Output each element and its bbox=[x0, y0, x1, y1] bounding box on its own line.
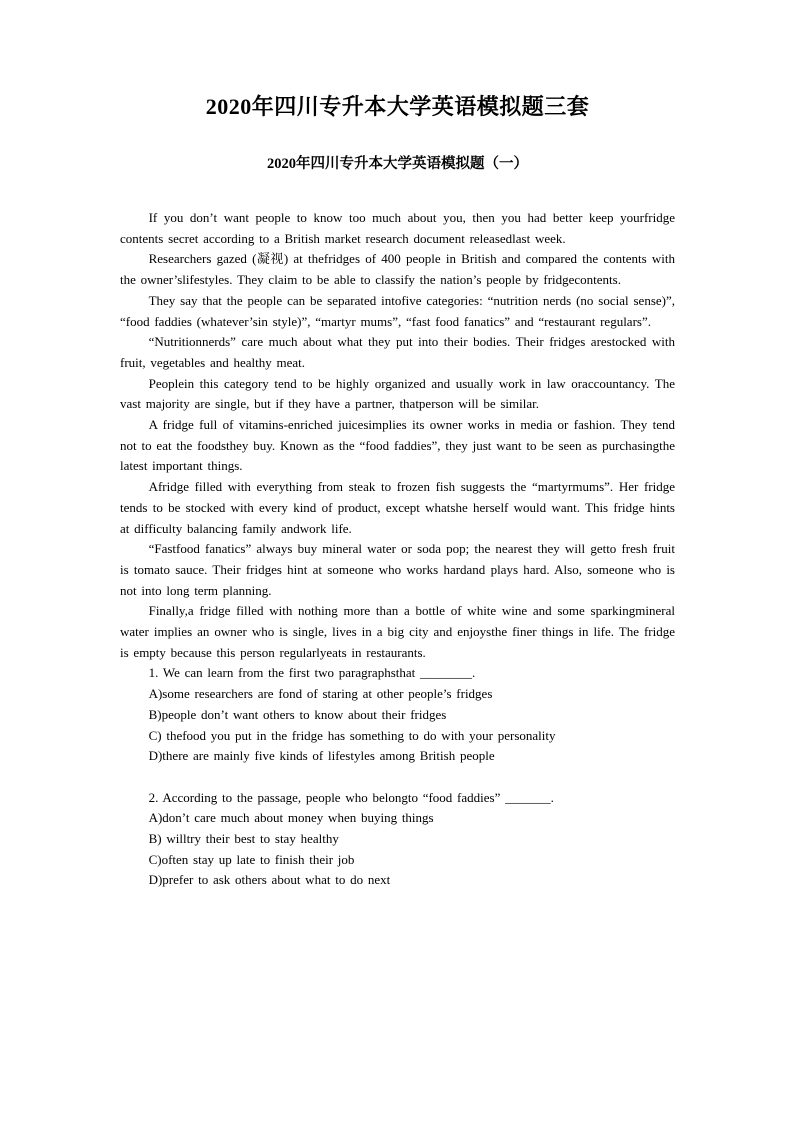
question-option: B) willtry their best to stay healthy bbox=[148, 831, 339, 847]
paragraph: If you don’t want people to know too much about you, then you had better keep yourfridge contents secret according to a British market research document releasedlast week. bbox=[120, 210, 675, 246]
paragraph: Finally,a fridge filled with nothing more than a bottle of white wine and some sparkingmineral water implies an owner who is single, lives in a big city and enjoysthe finer things in life. The fridge is empty because this person regularlyeats in restaurants. bbox=[120, 603, 675, 660]
paragraph: Researchers gazed (凝视) at thefridges of 400 people in British and compared the contents with the owner’slifestyles. They claim to be able to classify the nation’s people by fridgecontents. bbox=[120, 251, 675, 288]
paragraph: They say that the people can be separated intofive categories: “nutrition nerds (no social sense)”, “food faddies (whatever’sin style)”, “martyr mums”, “fast food fanatics” and “restaurant regulars”. bbox=[120, 292, 675, 329]
paragraph: Peoplein this category tend to be highly organized and usually work in law oraccountancy. The vast majority are single, but if they have a partner, thatperson will be similar. bbox=[120, 375, 675, 412]
question-option: A)some researchers are fond of staring at other people’s fridges bbox=[148, 686, 493, 702]
question-option: C)often stay up late to finish their job bbox=[148, 851, 355, 867]
paragraph: Afridge filled with everything from steak to frozen fish suggests the “martyrmums”. Her fridge tends to be stocked with every kind of product, except whatshe herself would want. This fridge hints at difficulty balancing family andwork life. bbox=[120, 479, 675, 536]
question-option: D)there are mainly five kinds of lifestyles among British people bbox=[148, 748, 495, 764]
paragraph: A fridge full of vitamins-enriched juicesimplies its owner works in media or fashion. They tend not to eat the foodsthey buy. Known as the “food faddies”, they just want to be seen as purchasingthe latest important things. bbox=[120, 417, 675, 474]
question-option: D)prefer to ask others about what to do next bbox=[148, 872, 391, 888]
question-stem: 1. We can learn from the first two paragraphsthat ________. bbox=[148, 665, 476, 681]
question-block-1 bbox=[120, 663, 675, 767]
article-body bbox=[120, 208, 675, 891]
page-title: 2020年四川专升本大学英语模拟题三套 bbox=[205, 94, 590, 119]
question-option: C) thefood you put in the fridge has something to do with your personality bbox=[148, 727, 556, 743]
question-option: B)people don’t want others to know about their fridges bbox=[148, 706, 447, 722]
paragraph: “Fastfood fanatics” always buy mineral water or soda pop; the nearest they will getto fresh fruit is tomato sauce. Their fridges hint at someone who works hardand plays hard. Also, someone who is not into long term planning. bbox=[120, 541, 675, 598]
question-option: A)don’t care much about money when buying things bbox=[148, 810, 434, 826]
question-stem: 2. According to the passage, people who belongto “food faddies” _______. bbox=[148, 789, 554, 805]
question-block-2 bbox=[120, 788, 675, 892]
paragraph: “Nutritionnerds” care much about what they put into their bodies. Their fridges arestocked with fruit, vegetables and healthy meat. bbox=[120, 334, 675, 370]
section-title: 2020年四川专升本大学英语模拟题（一） bbox=[267, 156, 528, 172]
